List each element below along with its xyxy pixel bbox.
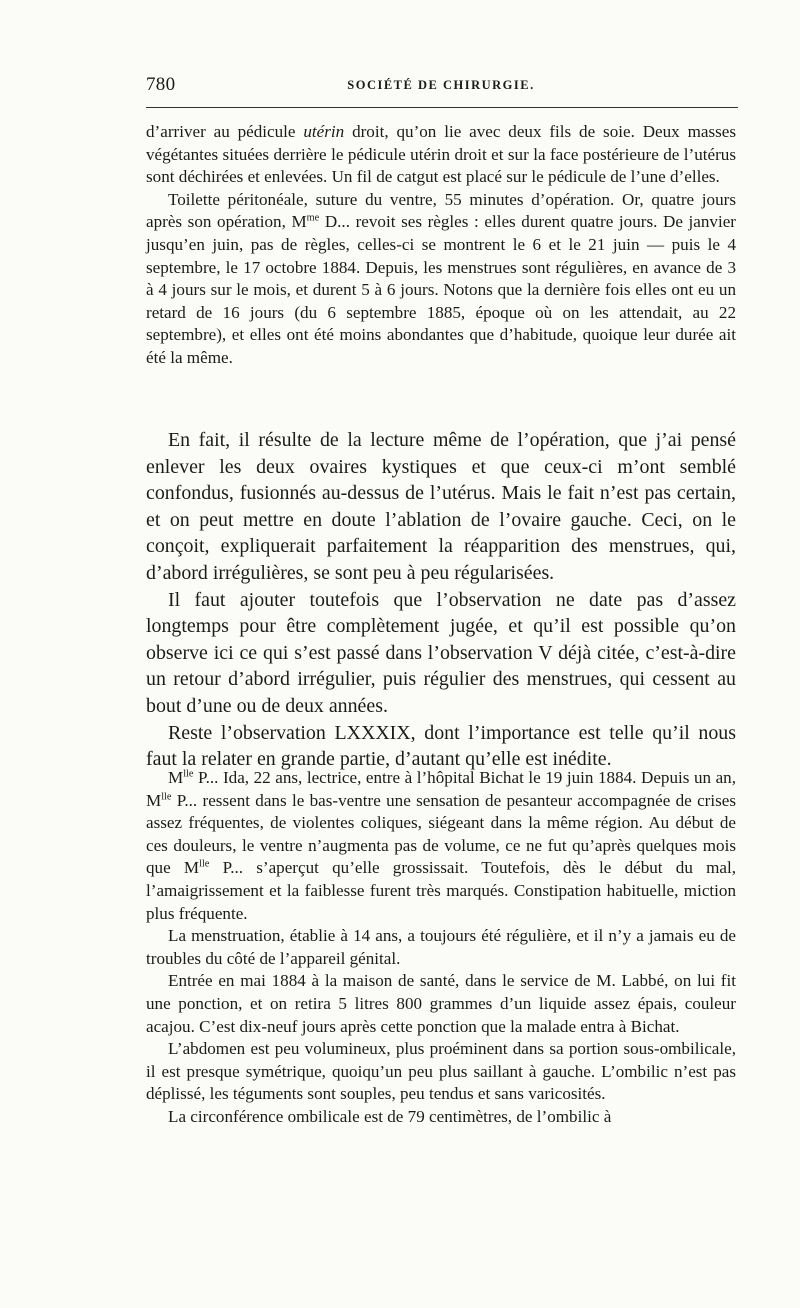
text-run: d’arriver au pédicule xyxy=(146,122,304,141)
italic-term: utérin xyxy=(303,122,345,141)
paragraph xyxy=(146,189,736,370)
paragraph: Entrée en mai 1884 à la maison de santé, dans le service de M. Labbé, on lui fit une ponction, et on retira 5 litres 800 grammes d’un liquide assez épais, couleur acajou. C’est dix-neuf jours après cette ponction que la malade entra à Bichat. xyxy=(146,971,736,1036)
case-report-lxxxix xyxy=(146,767,736,1129)
paragraph xyxy=(146,767,736,925)
text-run: P... ressent dans le bas-ventre une sensation de pesanteur accompagnée de crises assez fréquentes, de violentes coliques, siégeant dans la même région. Au début de ces douleurs, le ventre n’augmenta pas de volume, ce ne fut qu’après quelques mois que M xyxy=(146,790,736,878)
superscript: lle xyxy=(161,790,172,802)
page-header xyxy=(146,74,736,100)
text-run: M xyxy=(168,768,184,787)
text-run: droit, qu’on lie avec deux fils de soie. Deux masses végétantes situées derrière le pédicule utérin droit et sur la face postérieure de l’utérus sont déchirées et enlevées. Un fil de catgut est placé sur le pédicule de l’une d’elles. xyxy=(146,122,736,187)
text-run: P... s’aperçut qu’elle grossissait. Toutefois, dès le début du mal, l’amaigrissement et la faiblesse furent très marqués. Constipation habituelle, miction plus fréquente. xyxy=(146,858,736,923)
paragraph: La menstruation, établie à 14 ans, a toujours été régulière, et il n’y a jamais eu de troubles du côté de l’appareil génital. xyxy=(146,926,736,968)
paragraph: Reste l’observation LXXXIX, dont l’importance est telle qu’il nous faut la relater en grande partie, d’autant qu’elle est inédite. xyxy=(146,721,736,771)
paragraph: Il faut ajouter toutefois que l’observation ne date pas d’assez longtemps pour être complètement jugée, et qu’il est possible qu’on observe ici ce qui s’est passé dans l’observation V déjà citée, c’est-à-dire un retour d’abord irrégulier, puis régulier des menstrues, qui cessent au bout d’une ou de deux années. xyxy=(146,588,736,717)
paragraph: La circonférence ombilicale est de 79 centimètres, de l’ombilic à xyxy=(168,1106,612,1126)
superscript: lle xyxy=(183,768,194,780)
text-run: Toilette péritonéale, suture du ventre, 55 minutes d’opération. Or, quatre jours après son opération, M xyxy=(146,189,736,232)
text-run: P... Ida, 22 ans, lectrice, entre à l’hôpital Bichat le 19 juin 1884. Depuis un an, M xyxy=(146,768,736,810)
running-title: SOCIÉTÉ DE CHIRURGIE. xyxy=(347,78,535,92)
superscript: lle xyxy=(199,858,210,870)
paragraph: L’abdomen est peu volumineux, plus proéminent dans sa portion sous-ombilicale, il est presque symétrique, quoiqu’un peu plus saillant à gauche. L’ombilic n’est pas déplissé, les téguments sont souples, peu tendus et sans varicosités. xyxy=(146,1039,736,1104)
paragraph: En fait, il résulte de la lecture même de l’opération, que j’ai pensé enlever les deux ovaires kystiques et que ceux-ci m’ont semblé confondus, fusionnés au-dessus de l’utérus. Mais le fait n’est pas certain, et on peut mettre en doute l’ablation de l’ovaire gauche. Ceci, on le conçoit, expliquerait parfaitement la réapparition des menstrues, qui, d’abord irrégulières, se sont peu à peu régularisées. xyxy=(146,429,736,584)
case-report-continuation xyxy=(146,121,736,370)
page-number: 780 xyxy=(146,74,176,95)
superscript: me xyxy=(306,212,320,224)
discussion-section xyxy=(146,427,736,773)
text-run: D... revoit ses règles : elles durent quatre jours. De janvier jusqu’en juin, pas de règles, celles-ci se montrent le 6 et le 21 juin — puis le 4 septembre, le 17 octobre 1884. Depuis, les menstrues sont régulières, en avance de 3 à 4 jours sur le mois, et durent 5 à 6 jours. Notons que la dernière fois elles ont eu un retard de 16 jours (du 6 septembre 1885, époque où on les attendait, au 22 septembre), et elles ont été moins abondantes que d’habitude, quoique leur durée ait été la même. xyxy=(146,212,736,367)
paragraph xyxy=(146,121,736,189)
header-rule xyxy=(146,107,738,108)
